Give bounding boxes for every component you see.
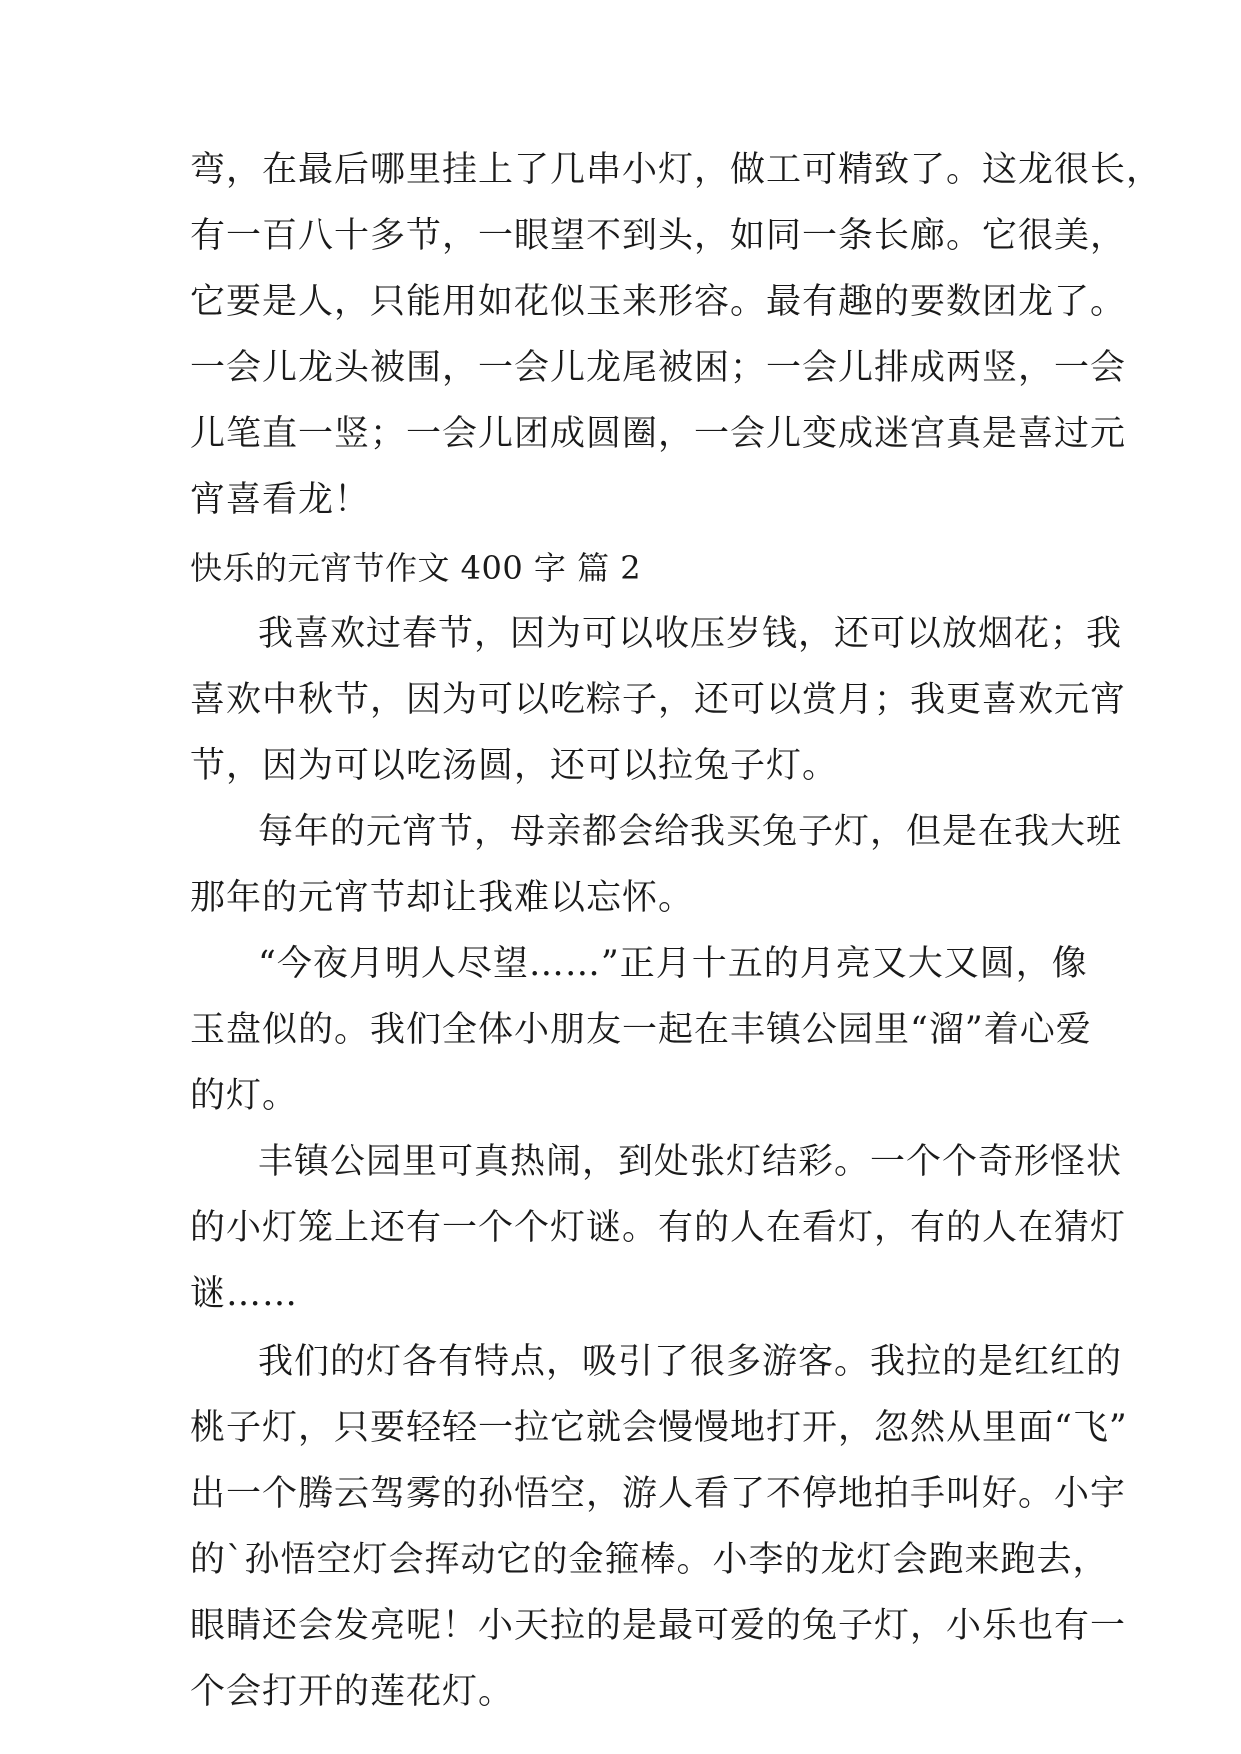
text-line: 节，因为可以吃汤圆，还可以拉兔子灯。: [190, 746, 839, 786]
text-line: 儿笔直一竖；一会儿团成圆圈，一会儿变成迷宫真是喜过元: [190, 414, 1127, 454]
text-line: 个会打开的莲花灯。: [190, 1672, 515, 1712]
text-line: 的小灯笼上还有一个个灯谜。有的人在看灯，有的人在猜灯: [190, 1208, 1127, 1248]
text-line: 的灯。: [190, 1076, 299, 1116]
text-line: 每年的元宵节，母亲都会给我买兔子灯，但是在我大班: [258, 812, 1123, 852]
text-line: 谜……: [190, 1274, 299, 1314]
text-line: 的`孙悟空灯会挥动它的金箍棒。小李的龙灯会跑来跑去，: [190, 1540, 1109, 1580]
text-line: 那年的元宵节却让我难以忘怀。: [190, 878, 695, 918]
text-line: 玉盘似的。我们全体小朋友一起在丰镇公园里“溜”着心爱: [190, 1010, 1092, 1050]
text-line: 一会儿龙头被围，一会儿龙尾被困；一会儿排成两竖，一会: [190, 348, 1127, 388]
text-line: 宵喜看龙！: [190, 480, 371, 520]
text-line: 我喜欢过春节，因为可以收压岁钱，还可以放烟花；我: [258, 614, 1123, 654]
text-line: 丰镇公园里可真热闹，到处张灯结彩。一个个奇形怪状: [258, 1142, 1123, 1182]
text-line: 眼睛还会发亮呢！小天拉的是最可爱的兔子灯，小乐也有一: [190, 1606, 1127, 1646]
section-heading: 快乐的元宵节作文 400 字 篇 2: [190, 549, 642, 587]
text-line: “今夜月明人尽望……”正月十五的月亮又大又圆，像: [258, 944, 1088, 984]
text-line: 喜欢中秋节，因为可以吃粽子，还可以赏月；我更喜欢元宵: [190, 680, 1127, 720]
text-line: 我们的灯各有特点，吸引了很多游客。我拉的是红红的: [258, 1342, 1123, 1382]
text-line: 出一个腾云驾雾的孙悟空，游人看了不停地拍手叫好。小宇: [190, 1474, 1127, 1514]
text-line: 它要是人，只能用如花似玉来形容。最有趣的要数团龙了。: [190, 282, 1127, 322]
text-line: 桃子灯，只要轻轻一拉它就会慢慢地打开，忽然从里面“飞”: [190, 1408, 1128, 1448]
text-line: 有一百八十多节，一眼望不到头，如同一条长廊。它很美，: [190, 216, 1127, 256]
text-line: 弯，在最后哪里挂上了几串小灯，做工可精致了。这龙很长，: [190, 150, 1163, 190]
